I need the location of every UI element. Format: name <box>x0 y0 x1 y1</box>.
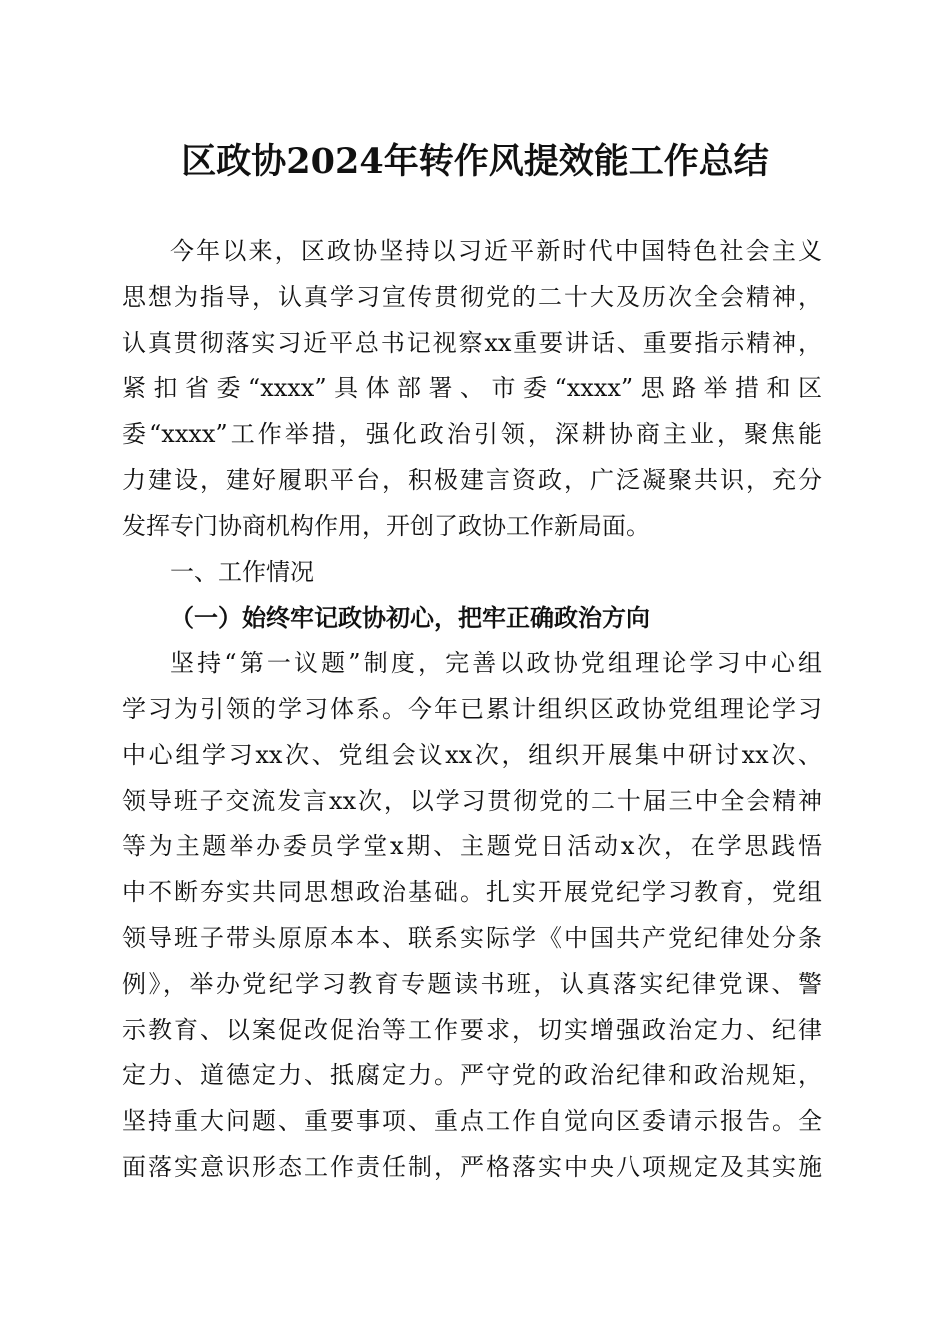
document-title: 区政协2024年转作风提效能工作总结 <box>181 141 769 182</box>
paragraph-line: 定力、道德定力、抵腐定力。严守党的政治纪律和政治规矩， <box>122 1061 822 1090</box>
paragraph-line: 思想为指导，认真学习宣传贯彻党的二十大及历次全会精神， <box>122 282 822 311</box>
paragraph-line: 中心组学习xx次、党组会议xx次，组织开展集中研讨xx次、 <box>122 740 822 769</box>
document-body <box>122 229 822 1191</box>
paragraph-line: 学习为引领的学习体系。今年已累计组织区政协党组理论学习 <box>122 694 822 723</box>
paragraph-line: 认真贯彻落实习近平总书记视察xx重要讲话、重要指示精神， <box>122 328 822 357</box>
paragraph-line: 紧扣省委“xxxx”具体部署、市委“xxxx”思路举措和区 <box>122 374 822 403</box>
paragraph-line: 力建设，建好履职平台，积极建言资政，广泛凝聚共识，充分 <box>122 465 822 494</box>
paragraph-line: 委“xxxx”工作举措，强化政治引领，深耕协商主业，聚焦能 <box>122 420 822 449</box>
paragraph-line: 面落实意识形态工作责任制，严格落实中央八项规定及其实施 <box>122 1152 822 1181</box>
paragraph-line: 中不断夯实共同思想政治基础。扎实开展党纪学习教育，党组 <box>122 878 822 907</box>
paragraph-line: 等为主题举办委员学堂x期、主题党日活动x次，在学思践悟 <box>122 832 822 861</box>
subsection-heading: （一）始终牢记政协初心，把牢正确政治方向 <box>170 603 650 633</box>
paragraph-line: 今年以来，区政协坚持以习近平新时代中国特色社会主义 <box>170 237 822 265</box>
paragraph-line: 坚持重大问题、重要事项、重点工作自觉向区委请示报告。全 <box>122 1107 822 1136</box>
paragraph-line: 坚持“第一议题”制度，完善以政协党组理论学习中心组 <box>170 649 822 678</box>
paragraph-line: 领导班子交流发言xx次，以学习贯彻党的二十届三中全会精神 <box>122 786 822 815</box>
paragraph-line: 示教育、以案促改促治等工作要求，切实增强政治定力、纪律 <box>122 1015 822 1044</box>
paragraph-line: 发挥专门协商机构作用，开创了政协工作新局面。 <box>122 511 650 540</box>
section-heading: 一、工作情况 <box>170 557 314 586</box>
paragraph-line: 例》，举办党纪学习教育专题读书班，认真落实纪律党课、警 <box>122 969 822 998</box>
paragraph-line: 领导班子带头原原本本、联系实际学《中国共产党纪律处分条 <box>122 923 822 952</box>
